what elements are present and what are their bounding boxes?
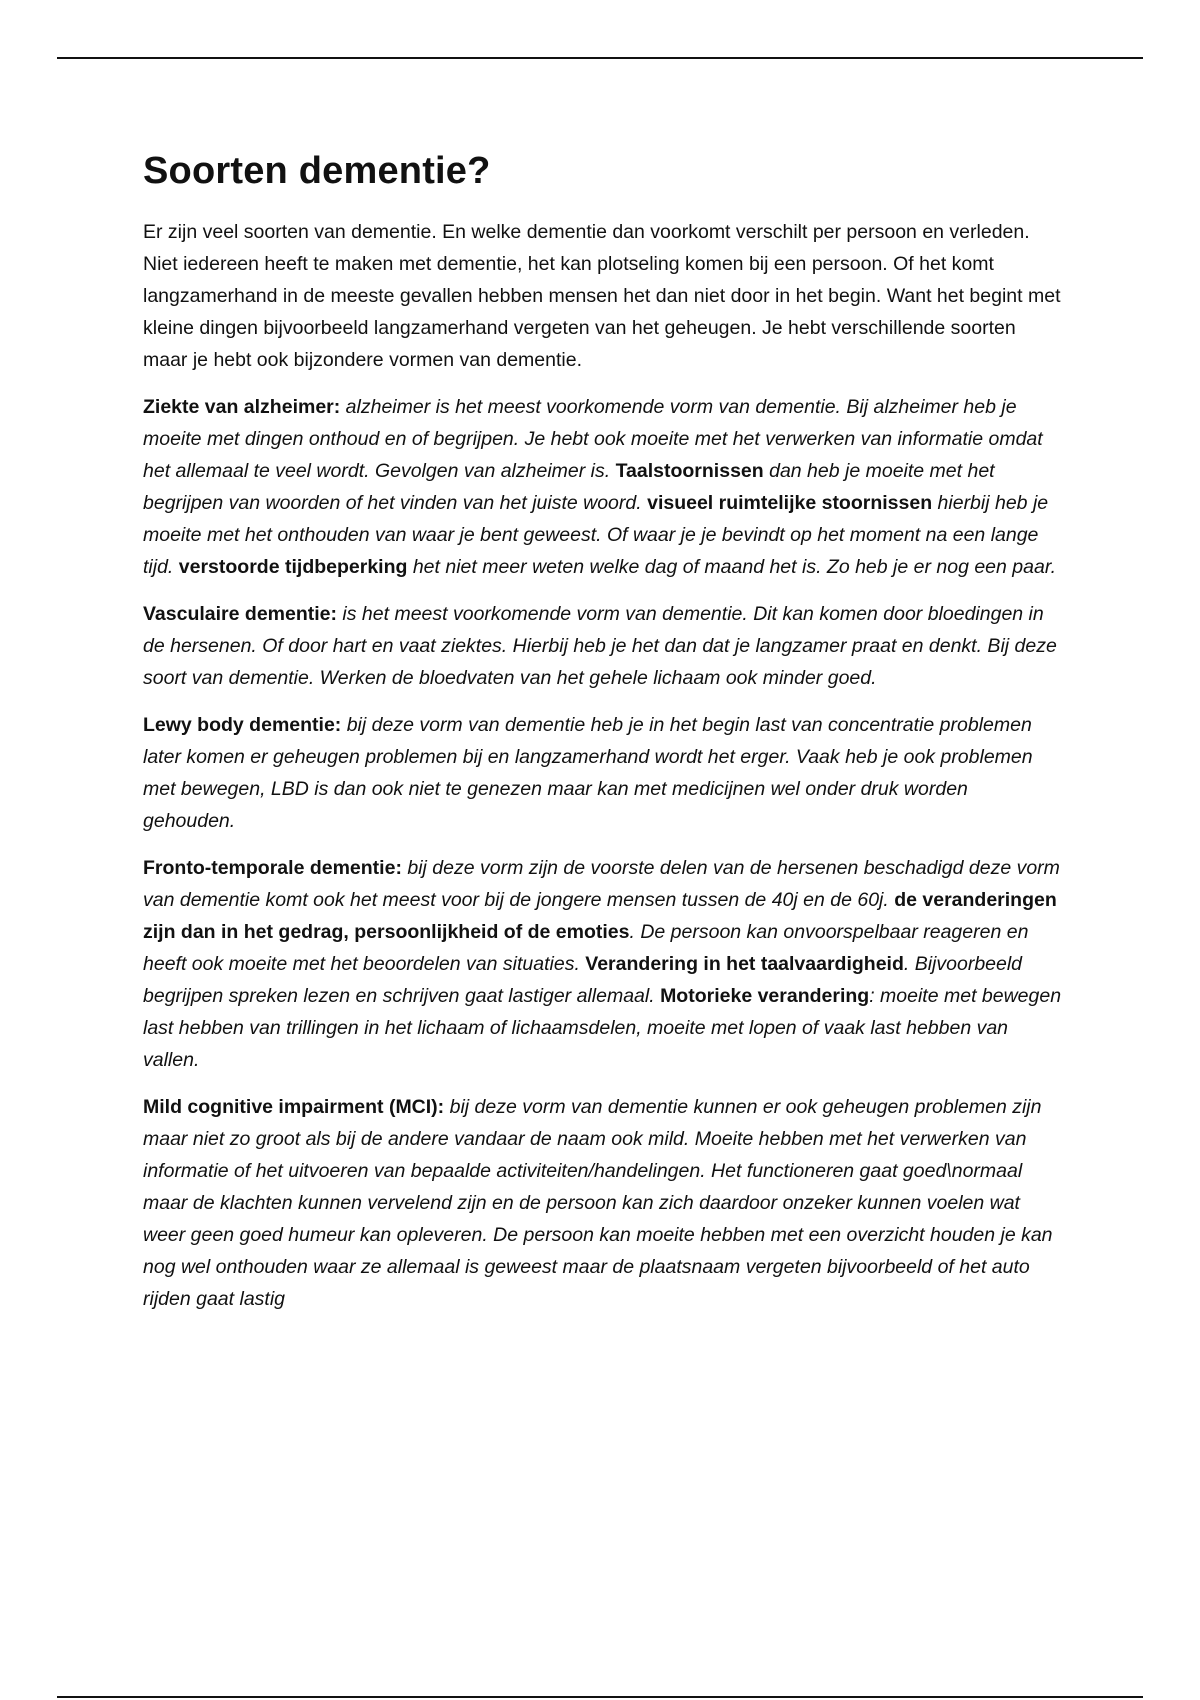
fronto-text-1: bij deze vorm zijn de voorste delen van de hersenen beschadigd deze vorm van dementie komt ook het meest voor bij de jongere mensen tussen de 40j en de 60j. xyxy=(143,857,1060,911)
alzheimer-paragraph xyxy=(143,391,1063,583)
fronto-heading: Fronto-temporale dementie: xyxy=(143,857,402,879)
vasculair-text: is het meest voorkomende vorm van dementie. Dit kan komen door bloedingen in de hersenen. Of door hart en vaat ziektes. Hierbij heb je het dan dat je langzamer praat en denkt. Bij deze soort van dementie. Werken de bloedvaten van het gehele lichaam ook minder goed. xyxy=(143,603,1057,689)
fronto-text-3: . Bijvoorbeeld begrijpen spreken lezen en schrijven gaat lastiger allemaal. xyxy=(143,953,1023,1007)
mci-text: bij deze vorm van dementie kunnen er ook geheugen problemen zijn maar niet zo groot als bij de andere vandaar de naam ook mild. Moeite hebben met het verwerken van informatie of het uitvoeren van bepaalde activiteiten/handelingen. Het functioneren gaat goed\normaal maar de klachten kunnen vervelend zijn en de persoon kan zich daardoor onzeker kunnen voelen wat weer geen goed humeur kan opleveren. De persoon kan moeite hebben met een overzicht houden je kan nog wel onthouden waar ze allemaal is geweest maar de plaatsnaam vergeten bijvoorbeeld of het auto rijden gaat lastig xyxy=(143,1096,1053,1310)
alzheimer-term-1: Taalstoornissen xyxy=(615,460,764,482)
vasculair-paragraph xyxy=(143,598,1063,694)
fronto-term-2: Verandering in het taalvaardigheid xyxy=(585,953,904,975)
alzheimer-text-4: het niet meer weten welke dag of maand het is. Zo heb je er nog een paar. xyxy=(407,556,1057,578)
lewy-paragraph xyxy=(143,709,1063,837)
header-rule xyxy=(57,57,1143,59)
alzheimer-text-3: hierbij heb je moeite met het onthouden van waar je bent geweest. Of waar je je bevindt op het moment na een lange tijd. xyxy=(143,492,1049,578)
mci-paragraph xyxy=(143,1091,1063,1315)
document-body xyxy=(143,146,1063,1330)
footer-rule xyxy=(57,1696,1143,1698)
page-title: Soorten dementie? xyxy=(143,150,491,192)
fronto-text-4: : moeite met bewegen last hebben van trillingen in het lichaam of lichaamsdelen, moeite met lopen of vaak last hebben van vallen. xyxy=(143,985,1062,1071)
alzheimer-text-1: alzheimer is het meest voorkomende vorm van dementie. Bij alzheimer heb je moeite met dingen onthoud en of begrijpen. Je hebt ook moeite met het verwerken van informatie omdat het allemaal te veel wordt. Gevolgen van alzheimer is. xyxy=(143,396,1043,482)
fronto-text-2: . De persoon kan onvoorspelbaar reageren en heeft ook moeite met het beoordelen van situaties. xyxy=(143,921,1029,975)
intro-paragraph: Er zijn veel soorten van dementie. En welke dementie dan voorkomt verschilt per persoon en verleden. Niet iedereen heeft te maken met dementie, het kan plotseling komen bij een persoon. Of het komt langzamerhand in de meeste gevallen hebben mensen het dan niet door in het begin. Want het begint met kleine dingen bijvoorbeeld langzamerhand vergeten van het geheugen. Je hebt verschillende soorten maar je hebt ook bijzondere vormen van dementie. xyxy=(143,221,1061,371)
alzheimer-heading: Ziekte van alzheimer: xyxy=(143,396,341,418)
fronto-paragraph xyxy=(143,852,1063,1076)
alzheimer-term-2: visueel ruimtelijke stoornissen xyxy=(647,492,933,514)
vasculair-heading: Vasculaire dementie: xyxy=(143,603,338,625)
lewy-heading: Lewy body dementie: xyxy=(143,714,342,736)
alzheimer-term-3: verstoorde tijdbeperking xyxy=(178,556,408,578)
fronto-term-3: Motorieke verandering xyxy=(660,985,870,1007)
fronto-term-1: de veranderingen zijn dan in het gedrag, persoonlijkheid of de emoties xyxy=(143,889,1057,943)
alzheimer-text-2: dan heb je moeite met het begrijpen van woorden of het vinden van het juiste woord. xyxy=(143,460,995,514)
mci-heading: Mild cognitive impairment (MCI): xyxy=(143,1096,445,1118)
lewy-text: bij deze vorm van dementie heb je in het begin last van concentratie problemen later komen er geheugen problemen bij en langzamerhand wordt het erger. Vaak heb je ook problemen met bewegen, LBD is dan ook niet te genezen maar kan met medicijnen wel onder druk worden gehouden. xyxy=(143,714,1033,832)
